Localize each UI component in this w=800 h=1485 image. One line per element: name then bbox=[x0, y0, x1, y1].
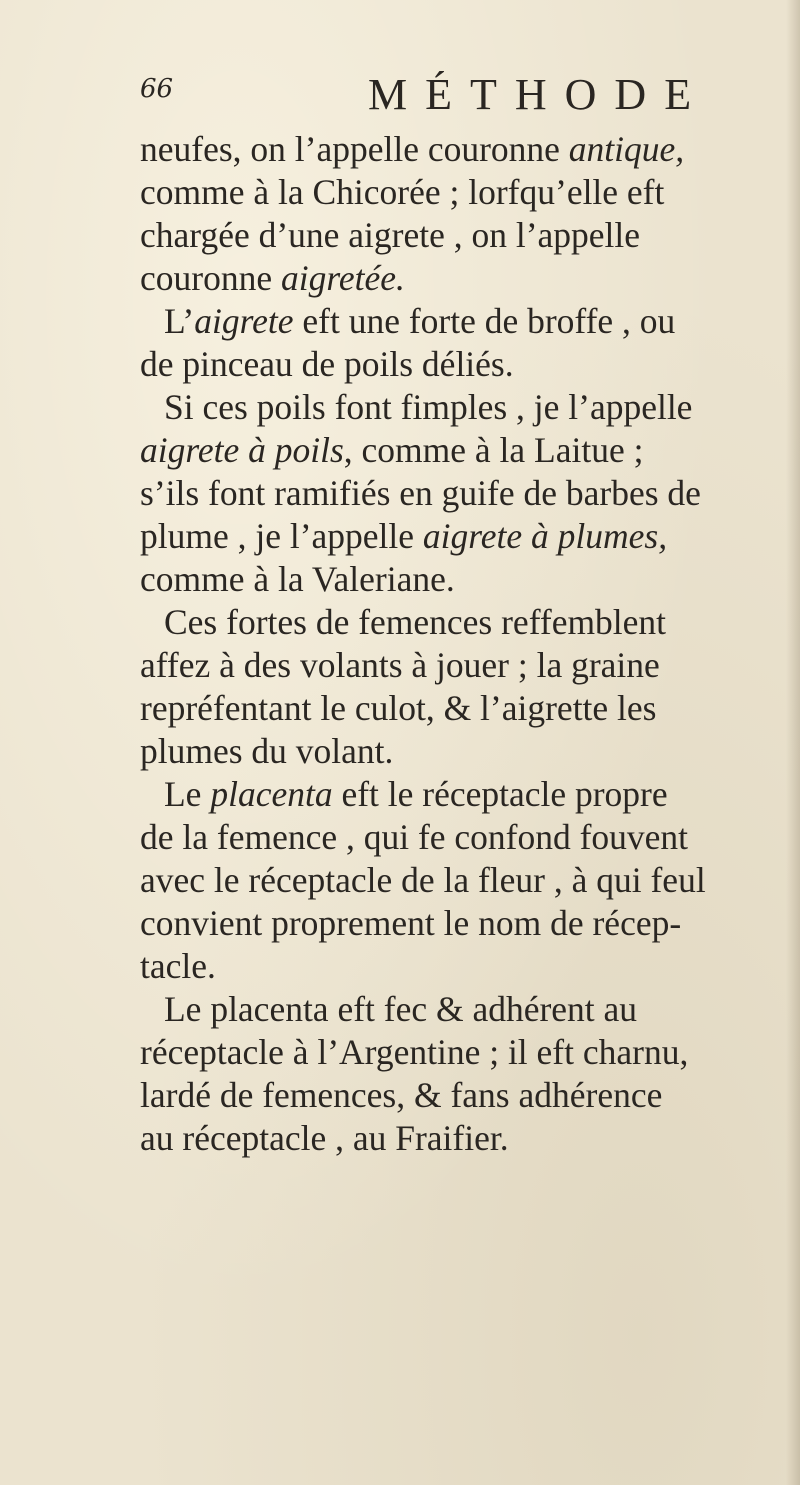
text-line bbox=[140, 902, 792, 945]
page-header bbox=[140, 70, 710, 120]
text-line bbox=[140, 1031, 792, 1074]
text-run: Le placenta eft fec & adhérent au bbox=[164, 989, 638, 1029]
text-run: , comme à la Laitue ; bbox=[343, 430, 644, 470]
text-line bbox=[140, 859, 792, 902]
italic-term: aigretée. bbox=[280, 258, 405, 298]
text-line bbox=[140, 386, 792, 429]
text-run: lardé de femences, & fans adhérence bbox=[140, 1075, 663, 1115]
text-line bbox=[140, 687, 792, 730]
text-run: Ces fortes de femences reffemblent bbox=[164, 602, 667, 642]
text-run: neufes, on l’appelle couronne bbox=[140, 129, 569, 169]
text-line bbox=[140, 214, 792, 257]
text-line bbox=[140, 429, 792, 472]
text-run: chargée d’une aigrete , on l’appelle bbox=[140, 215, 641, 255]
text-run: plume , je l’appelle bbox=[140, 516, 423, 556]
italic-term: placenta bbox=[210, 774, 333, 814]
text-run: de pinceau de poils déliés. bbox=[140, 344, 514, 384]
text-run: affez à des volants à jouer ; la graine bbox=[140, 645, 660, 685]
text-run: avec le réceptacle de la fleur , à qui feul bbox=[140, 860, 706, 900]
text-line bbox=[140, 171, 792, 214]
text-run: tacle. bbox=[140, 946, 216, 986]
italic-term: antique, bbox=[568, 129, 685, 169]
page-number: 66 bbox=[140, 74, 174, 104]
text-line bbox=[140, 601, 792, 644]
text-run: réceptacle à l’Argentine ; il eft charnu, bbox=[140, 1032, 689, 1072]
text-line bbox=[140, 558, 792, 601]
text-line bbox=[140, 644, 792, 687]
body-text bbox=[140, 128, 792, 1160]
text-run: plumes du volant. bbox=[140, 731, 394, 771]
text-line bbox=[140, 945, 792, 988]
italic-term: aigrete bbox=[194, 301, 294, 341]
italic-term: aigrete à plumes, bbox=[422, 516, 668, 556]
text-run: comme à la Chicorée ; lorfqu’elle eft bbox=[140, 172, 665, 212]
text-line bbox=[140, 1074, 792, 1117]
text-run: Si ces poils font fimples , je l’appelle bbox=[164, 387, 693, 427]
italic-term: aigrete à poils bbox=[140, 430, 344, 470]
text-run: L’ bbox=[164, 301, 195, 341]
text-line bbox=[140, 515, 792, 558]
text-run: s’ils font ramifiés en guife de barbes de bbox=[140, 473, 701, 513]
text-run: convient proprement le nom de récep- bbox=[140, 903, 682, 943]
text-run: eft le réceptacle propre bbox=[332, 774, 668, 814]
text-run: repréfentant le culot, & l’aigrette les bbox=[140, 688, 657, 728]
text-run: de la femence , qui fe confond fouvent bbox=[140, 817, 689, 857]
text-line bbox=[140, 773, 792, 816]
text-run: Le bbox=[164, 774, 211, 814]
text-run: comme à la Valeriane. bbox=[140, 559, 455, 599]
text-run: eft une forte de broffe , ou bbox=[293, 301, 676, 341]
text-line bbox=[140, 257, 792, 300]
text-line bbox=[140, 730, 792, 773]
text-line bbox=[140, 988, 792, 1031]
text-run: au réceptacle , au Fraifier. bbox=[140, 1118, 509, 1158]
text-line bbox=[140, 300, 792, 343]
running-head: MÉTHODE bbox=[368, 70, 710, 119]
text-line bbox=[140, 816, 792, 859]
text-run: couronne bbox=[140, 258, 281, 298]
text-line bbox=[140, 1117, 792, 1160]
text-line bbox=[140, 343, 792, 386]
text-line bbox=[140, 128, 792, 171]
text-line bbox=[140, 472, 792, 515]
